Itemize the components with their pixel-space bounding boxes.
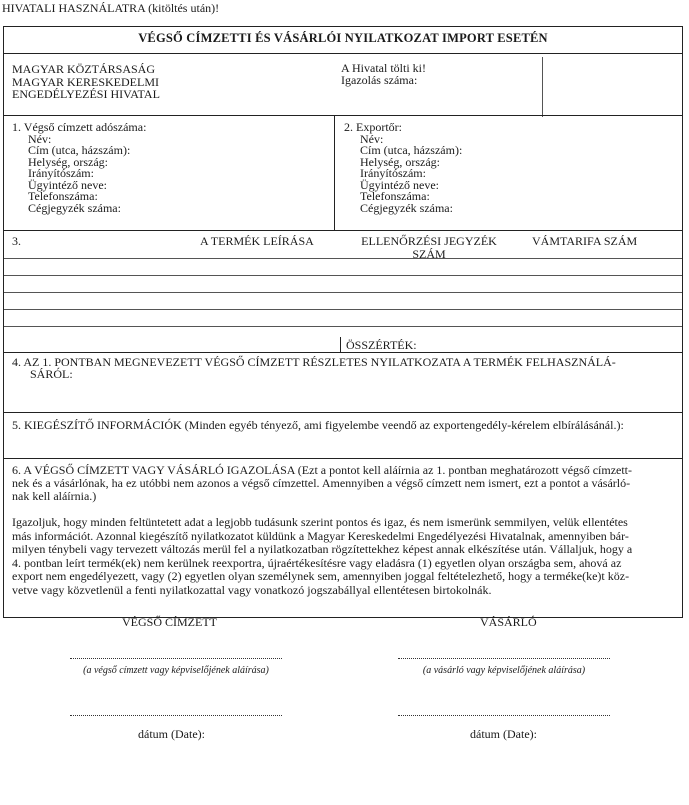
exporter-zip-label: Irányítószám: [360, 166, 426, 180]
certification-text: más információt. Azonnal kiegészítő nyilatkozatot küldünk a Magyar Kereskedelmi Engedélyezési Hivatalnak, amennyiben bár- [12, 528, 629, 543]
consignee-date-line[interactable] [70, 715, 282, 716]
total-value-box-edge [340, 337, 341, 352]
control-list-header-line: SZÁM [412, 246, 446, 261]
consignee-registry-label: Cégjegyzék száma: [28, 200, 121, 215]
buyer-signature-caption: (a vásárló vagy képviselőjének aláírása) [422, 665, 586, 676]
exporter-name-label: Név: [360, 131, 384, 146]
section-6-body [12, 516, 678, 597]
certification-text: 4. pontban leírt termék(ek) nem kerülnek reexportra, újraértékesítésre vagy eladásra (1) egyetlen olyan országba sem, ahová az [12, 555, 622, 570]
consignee-signature-title: VÉGSŐ CÍMZETT [122, 615, 217, 629]
consignee-phone-label: Telefonszáma: [28, 189, 98, 203]
product-table-row-line [4, 258, 682, 259]
consignee-name-label: Név: [28, 131, 52, 146]
product-table-row-line [4, 275, 682, 276]
certification-text: milyen ténybeli vagy tervezett változás merül fel a nyilatkozatban rögzítettekhez képest annak elkészítése után. Vállaljuk, hogy a [12, 542, 633, 556]
certification-text: export nem engedélyezett, vagy (2) egyetlen olyan személynek sem, amennyiben joggal feltételezhető, hogy a terméke(ke)t köz- [12, 569, 630, 583]
divider-section-2 [4, 230, 682, 231]
section-4-text: 4. AZ 1. PONTBAN MEGNEVEZETT VÉGSŐ CÍMZETT RÉSZLETES NYILATKOZATA A TERMÉK FELHASZNÁLÁ- [12, 355, 616, 369]
control-list-header [339, 235, 519, 260]
product-description-header: A TERMÉK LEÍRÁSA [200, 234, 314, 248]
authority-block [12, 63, 160, 101]
consignee-signature-line[interactable] [70, 658, 282, 659]
buyer-signature-title: VÁSÁRLÓ [480, 615, 537, 629]
product-table-row-line [4, 292, 682, 293]
exporter-registry-label: Cégjegyzék száma: [360, 200, 453, 215]
divider-title [4, 53, 682, 54]
certificate-number-label: Igazolás száma: [341, 72, 418, 87]
total-value-label: ÖSSZÉRTÉK: [346, 338, 417, 352]
consignee-date-label: dátum (Date): [138, 727, 205, 741]
exporter-label: 2. Exportőr: [344, 120, 402, 134]
tariff-number-header: VÁMTARIFA SZÁM [532, 234, 638, 248]
section-2-exporter [344, 122, 462, 214]
section-5-additional-info: 5. KIEGÉSZÍTŐ INFORMÁCIÓK (Minden egyéb tényező, ami figyelembe veendő az exportengedély-kérelem elbírálásánál.): [12, 418, 624, 432]
exporter-city-label: Helység, ország: [360, 154, 440, 169]
office-fill-box-edge [542, 57, 543, 117]
form-title: VÉGSŐ CÍMZETTI ÉS VÁSÁRLÓI NYILATKOZAT IMPORT ESETÉN [138, 31, 548, 45]
divider-section-5 [4, 458, 682, 459]
exporter-address-label: Cím (utca, házszám): [360, 143, 463, 157]
authority-line: ENGEDÉLYEZÉSI HIVATAL [12, 87, 160, 101]
section-4-text: SÁRÓL: [30, 366, 73, 381]
divider-section-4 [4, 412, 682, 413]
consignee-address-label: Cím (utca, házszám): [28, 143, 131, 157]
buyer-date-label: dátum (Date): [470, 727, 537, 741]
section-6-heading-line: nak kell aláírnia.) [12, 489, 97, 503]
product-table-row-line [4, 309, 682, 310]
divider-section-3 [4, 352, 682, 353]
section-6-heading [12, 464, 678, 503]
section-6-heading-line: nek és a vásárlónak, ha ez utóbbi nem azonos a végső címzettel. Amennyiben a végső címzett nem ismert, ezt a pontot a vásárló- [12, 476, 631, 490]
consignee-zip-label: Irányítószám: [28, 166, 94, 180]
divider-sections-1-2 [334, 115, 335, 230]
certification-text: vetve vagy közvetlenül a fenti nyilatkozattal vagy vonatkozó jogszabállyal ellentétesen birtokolnák. [12, 582, 492, 597]
buyer-signature-line[interactable] [398, 658, 610, 659]
consignee-contact-label: Ügyintéző neve: [28, 177, 107, 192]
consignee-tax-number-label: 1. Végső címzett adószáma: [12, 120, 147, 134]
exporter-phone-label: Telefonszáma: [360, 189, 430, 203]
office-fill-block [341, 63, 426, 86]
section-3-number: 3. [12, 234, 21, 248]
authority-line: MAGYAR KÖZTÁRSASÁG [12, 62, 156, 76]
authority-line: MAGYAR KERESKEDELMI [12, 74, 159, 89]
office-fill-note: A Hivatal tölti ki! [341, 61, 426, 75]
section-6-heading-line: 6. A VÉGSŐ CÍMZETT VAGY VÁSÁRLÓ IGAZOLÁSA (Ezt a pontot kell aláírnia az 1. pontban meghatározott végső címzett- [12, 463, 633, 477]
product-table-row-line [4, 326, 682, 327]
declaration-form [3, 26, 683, 618]
header-note: HIVATALI HASZNÁLATRA (kitöltés után)! [2, 1, 220, 15]
divider-authority [4, 115, 682, 116]
certification-text: Igazoljuk, hogy minden feltüntetett adat a legjobb tudásunk szerint pontos és igaz, és nem ismerünk semmilyen, velük ellentétes [12, 515, 628, 529]
consignee-signature-caption: (a végső címzett vagy képviselőjének aláírása) [83, 665, 269, 676]
section-1-consignee [12, 122, 146, 214]
control-list-header-line: ELLENŐRZÉSI JEGYZÉK [361, 234, 497, 248]
buyer-date-line[interactable] [398, 715, 610, 716]
exporter-contact-label: Ügyintéző neve: [360, 177, 439, 192]
section-4-usage [12, 357, 676, 380]
consignee-city-label: Helység, ország: [28, 154, 108, 169]
